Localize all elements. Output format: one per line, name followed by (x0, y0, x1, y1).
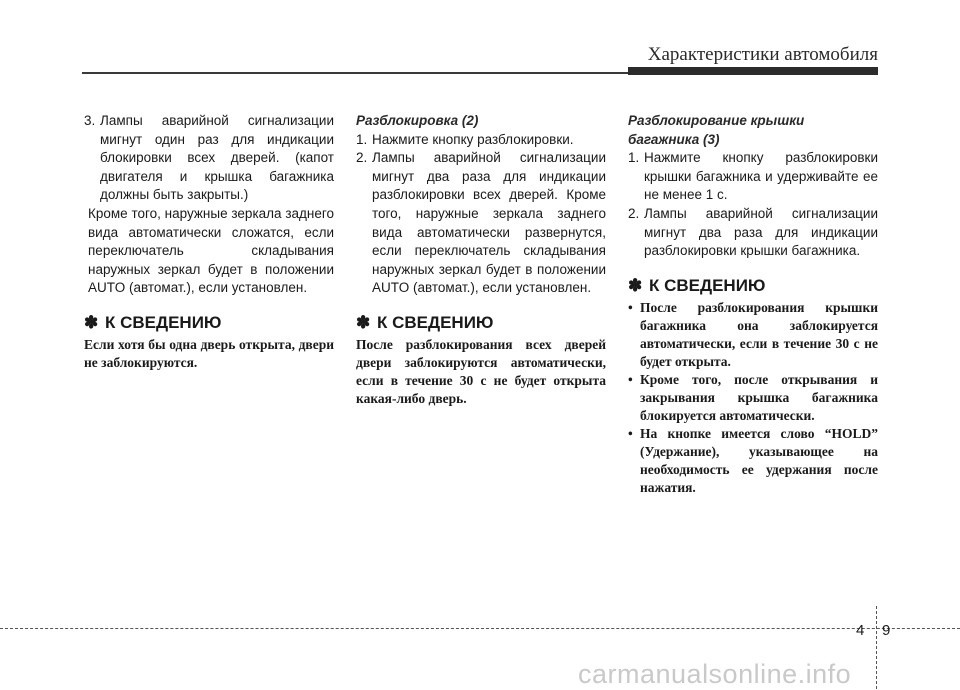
running-header-title: Характеристики автомобиля (647, 44, 878, 65)
list-item-2 (356, 149, 606, 298)
caution-heading (84, 312, 334, 334)
caution-star-icon: ✽ (356, 312, 371, 332)
bullet-text: На кнопке имеется слово “HOLD” (Удержание), указывающее на необходимость ее удержания после нажатия. (640, 425, 878, 495)
list-item-text: Лампы аварийной сигнализации мигнут один раз для индикации блокировки всех дверей. (капот двигателя и крышка багажника должны быть закрыты.) (100, 113, 334, 203)
list-item-text: Лампы аварийной сигнализации мигнут два раза для индикации разблокировки всех дверей. Кроме того, наружные зеркала заднего вида автоматически развернутся, если переключатель складывания наружных зеркал будет в положении AUTO (автомат.), если установлен. (372, 150, 606, 296)
list-item-1 (356, 131, 606, 150)
caution-bullet (628, 425, 878, 497)
column-2 (356, 112, 606, 408)
list-number: 2. (356, 150, 368, 166)
bullet-text: Кроме того, после открывания и закрывания крышка багажника блокируется автоматически. (640, 371, 878, 423)
caution-star-icon: ✽ (84, 312, 99, 332)
list-number: 3. (84, 113, 96, 128)
footer-dashed-rule (0, 628, 960, 629)
list-item-1 (628, 149, 878, 205)
bullet-icon: • (628, 371, 633, 387)
caution-title: К СВЕДЕНИЮ (376, 312, 494, 332)
bullet-icon: • (628, 425, 633, 441)
list-item-3 (84, 112, 334, 205)
caution-heading (628, 275, 878, 297)
bullet-icon: • (628, 299, 633, 315)
page-divider-line (876, 606, 877, 689)
page-number: 9 (882, 622, 891, 639)
section-subheading: Разблокирование крышки багажника (3) (628, 113, 805, 147)
section-number: 4 (856, 622, 865, 639)
header-rule-thick (628, 67, 878, 75)
column-3 (628, 112, 878, 497)
caution-star-icon: ✽ (628, 275, 643, 295)
caution-title: К СВЕДЕНИЮ (104, 312, 222, 332)
list-number: 1. (628, 150, 640, 166)
list-number: 2. (628, 205, 640, 221)
bullet-text: После разблокирования крышки багажника она заблокируется автоматически, если в течение 30 с не будет открыта. (640, 299, 878, 369)
caution-heading (356, 312, 606, 334)
list-item-text: Нажмите кнопку разблокировки. (372, 131, 574, 147)
body-paragraph: Кроме того, наружные зеркала заднего вида автоматически сложатся, если переключатель складывания наружных зеркал будет в положении AUTO (автомат.), если установлен. (88, 205, 334, 296)
column-1 (84, 112, 334, 372)
caution-bullet (628, 371, 878, 425)
header-rule-thin (82, 72, 630, 74)
list-item-text: Лампы аварийной сигнализации мигнут два раза для индикации разблокировки крышки багажника. (644, 205, 878, 259)
caution-text: После разблокирования всех дверей двери заблокируются автоматически, если в течение 30 с не будет открыта какая-либо дверь. (356, 336, 606, 406)
list-item-2 (628, 205, 878, 261)
watermark: carmanualsonline.info (578, 659, 852, 689)
section-subheading: Разблокировка (2) (356, 113, 479, 128)
caution-bullet (628, 299, 878, 371)
caution-title: К СВЕДЕНИЮ (648, 275, 766, 295)
caution-text: Если хотя бы одна дверь открыта, двери не заблокируются. (84, 336, 334, 370)
list-number: 1. (356, 131, 368, 147)
list-item-text: Нажмите кнопку разблокировки крышки багажника и удерживайте ее не менее 1 с. (644, 150, 878, 203)
